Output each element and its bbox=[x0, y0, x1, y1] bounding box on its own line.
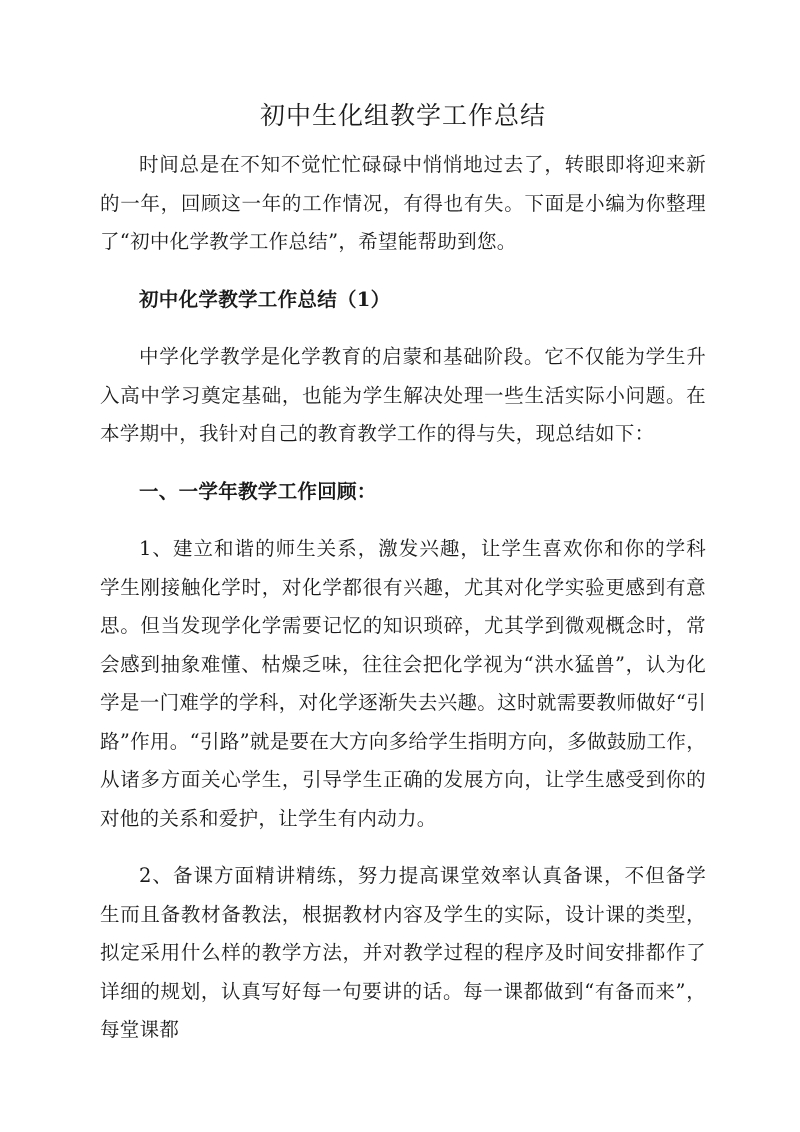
part-heading: 一、一学年教学工作回顾： bbox=[139, 479, 377, 503]
section-paragraph: 中学化学教学是化学教育的启蒙和基础阶段。它不仅能为学生升入高中学习奠定基础，也能为学生解决处理一些生活实际小问题。在本学期中，我针对自己的教育教学工作的得与失，现总结如下： bbox=[100, 345, 706, 445]
spacer bbox=[100, 838, 706, 857]
spacer bbox=[100, 136, 706, 146]
item-paragraph-2: 2、备课方面精讲精练，努力提高课堂效率认真备课，不但备学生而且备教材备教法，根据教材内容及学生的实际，设计课的类型，拟定采用什么样的教学方法，并对教学过程的程序及时间安排都作了详细的规划，认真写好每一句要讲的话。每一课都做到“有备而来”，每堂课都 bbox=[100, 864, 706, 1041]
section-heading: 初中化学教学工作总结（1） bbox=[139, 287, 391, 311]
spacer bbox=[100, 511, 706, 530]
spacer bbox=[100, 454, 706, 473]
item-paragraph-1: 1、建立和谐的师生关系，激发兴趣，让学生喜欢你和你的学科学生刚接触化学时，对化学都很有兴趣，尤其对化学实验更感到有意思。但当发现学化学需要记忆的知识琐碎，尤其学到微观概念时，常会感到抽象难懂、枯燥乏味，往往会把化学视为“洪水猛兽”，认为化学是一门难学的学科，对化学逐渐失去兴趣。这时就需要教师做好“引路”作用。“引路”就是要在大方向多给学生指明方向，多做鼓励工作，从诸多方面关心学生，引导学生正确的发展方向，让学生感受到你的对他的关系和爱护，让学生有内动力。 bbox=[100, 537, 706, 830]
spacer bbox=[100, 319, 706, 338]
spacer bbox=[100, 262, 706, 281]
document-title: 初中生化组教学工作总结 bbox=[259, 101, 546, 130]
intro-paragraph: 时间总是在不知不觉忙忙碌碌中悄悄地过去了，转眼即将迎来新的一年，回顾这一年的工作情况，有得也有失。下面是小编为你整理了“初中化学教学工作总结”，希望能帮助到您。 bbox=[100, 153, 706, 253]
document-page bbox=[100, 96, 706, 1050]
